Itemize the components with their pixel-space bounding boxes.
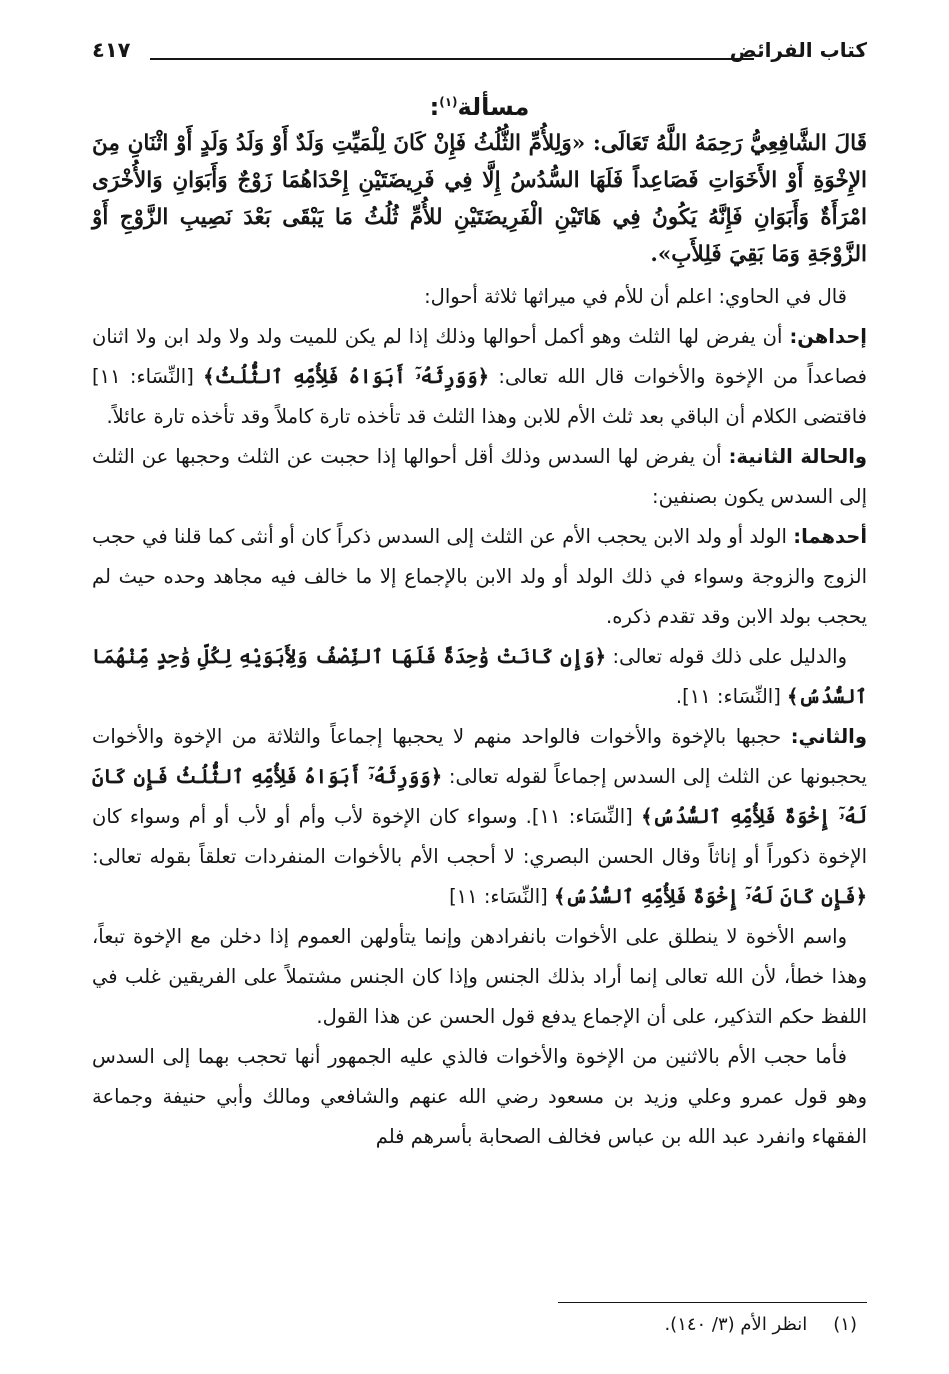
quran-verse: ﴿وَوَرِثَهُۥٓ أَبَوَاهُ فَلِأُمِّهِ ٱلثُّلُثُ﴾ bbox=[203, 365, 490, 388]
paragraph-text: حجبها بالإخوة والأخوات فالواحد منهم لا يحجبها إجماعاً والثلاثة من الإخوة والأخوات يحجبونها عن الثلث إلى السدس إجماعاً لقوله تعالى: bbox=[92, 725, 867, 788]
paragraph-lead: إحداهن: bbox=[789, 325, 867, 348]
page-number: ٤١٧ bbox=[92, 38, 131, 62]
paragraph-text: [النِّسَاء: ١١]. bbox=[675, 685, 788, 708]
paragraph-second-state bbox=[92, 437, 867, 517]
paragraph-first-type bbox=[92, 517, 867, 637]
paragraph-evidence bbox=[92, 637, 867, 717]
quran-verse: ﴿فَإِن كَانَ لَهُۥٓ إِخْوَةٌ فَلِأُمِّهِ ٱلسُّدُسُ﴾ bbox=[553, 885, 867, 908]
paragraph-second-type bbox=[92, 717, 867, 917]
footnote-text: انظر الأم (٣/ ١٤٠). bbox=[664, 1314, 808, 1335]
paragraph-text: [النِّسَاء: ١١]. وسواء كان الإخوة لأب وأم أو لأب أو أم وسواء كان الإخوة ذكوراً أو إناثاً وقال الحسن البصري: لا أحجب الأم بالأخوات المنفردات تعلقاً بقوله تعالى: bbox=[92, 805, 867, 868]
shafii-quote: قَالَ الشَّافِعِيُّ رَحِمَهُ اللَّهُ تَعَالَى: «وَلِلأُمِّ الثُّلُثُ فَإِنْ كَانَ لِلْمَيِّتِ وَلَدٌ أَوْ وَلَدُ وَلَدٍ أَوْ اثْنَانِ مِنَ الإِخْوَةِ أَوْ الأَخَوَاتِ فَصَاعِداً فَلَهَا السُّدُسُ إِلَّا فِي فَرِيضَتَيْنِ إِحْدَاهُمَا زَوْجٌ وَأَبَوَانِ وَالأُخْرَى امْرَأَةٌ وَأَبَوَانِ فَإِنَّهُ يَكُونُ فِي هَاتَيْنِ الْفَرِيضَتَيْنِ للأُمِّ ثُلُثُ مَا يَبْقَى بَعْدَ نَصِيبِ الزَّوْجِ أَوْ الزَّوْجَةِ وَمَا بَقِيَ فَلِلأَبِ». bbox=[92, 131, 867, 267]
paragraph-lead: أحدهما: bbox=[793, 525, 867, 548]
footnote bbox=[300, 1310, 857, 1340]
paragraph-text: [النِّسَاء: ١١] فاقتضى الكلام أن الباقي بعد ثلث الأم للابن وهذا الثلث قد تأخذه تارة كاملاً وقد تأخذه تارة عائلاً. bbox=[92, 365, 867, 428]
footnote-rule bbox=[558, 1302, 867, 1303]
footnote-number: (١) bbox=[833, 1314, 857, 1335]
page-body bbox=[92, 84, 867, 1157]
paragraph-refutation: واسم الأخوة لا ينطلق على الأخوات بانفرادهن وإنما يتأولهن العموم إذا دخلن مع الإخوة تبعاً، وهذا خطأ، لأن الله تعالى إنما أراد بذلك الجنس وإذا كان الجنس مشتملاً على الفريقين غلب في اللفظ حكم التذكير، على أن الإجماع يدفع قول الحسن عن هذا القول. bbox=[92, 925, 867, 1028]
paragraph-text: [النِّسَاء: ١١] bbox=[449, 885, 554, 908]
page-header bbox=[92, 30, 867, 70]
paragraph-lead: والثاني: bbox=[790, 725, 867, 748]
paragraph-text: والدليل على ذلك قوله تعالى: bbox=[606, 645, 847, 668]
issue-title-colon: : bbox=[429, 93, 440, 121]
issue-heading bbox=[92, 84, 867, 125]
paragraph-first-state bbox=[92, 317, 867, 437]
running-title: كتاب الفرائض bbox=[729, 38, 867, 62]
paragraph-text: أن يفرض لها الثلث وهو أكمل أحوالها وذلك إذا لم يكن للميت ولد ولا ولد ابن ولا اثنان فصاعداً من الإخوة والأخوات قال الله تعالى: bbox=[92, 325, 868, 388]
quran-verse: ﴿وَإِن كَانَتْ وَٰحِدَةً فَلَهَا ٱلنِّصْفُ وَلِأَبَوَيْهِ لِكُلِّ وَٰحِدٍ مِّنْهُمَا ٱلسُّدُسُ﴾ bbox=[92, 645, 867, 708]
paragraph-two-siblings: فأما حجب الأم بالاثنين من الإخوة والأخوات فالذي عليه الجمهور أنها تحجب بهما إلى السدس وهو قول عمرو وعلي وزيد بن مسعود رضي الله عنهم والشافعي ومالك وأبي حنيفة وجماعة الفقهاء وانفرد عبد الله بن عباس فخالف الصحابة بأسرهم فلم bbox=[92, 1045, 867, 1148]
paragraph-lead: والحالة الثانية: bbox=[728, 445, 867, 468]
paragraph-text: الولد أو ولد الابن يحجب الأم عن الثلث إلى السدس ذكراً كان أو أنثى كما قلنا في حجب الزوج والزوجة وسواء في ذلك الولد أو ولد الابن بالإجماع إلا ما خالف فيه مجاهد وحده حيث لم يحجب بولد الابن وقد تقدم ذكره. bbox=[92, 525, 867, 628]
quran-verse: ﴿وَوَرِثَهُۥٓ أَبَوَاهُ فَلِأُمِّهِ ٱلثُّلُثُ فَإِن كَانَ لَهُۥٓ إِخْوَةٌ فَلِأُمِّهِ ٱلسُّدُسُ﴾ bbox=[92, 765, 867, 828]
issue-title: مسألة bbox=[457, 93, 530, 121]
paragraph-intro: قال في الحاوي: اعلم أن للأم في ميراثها ثلاثة أحوال: bbox=[424, 285, 847, 308]
header-rule bbox=[150, 58, 754, 60]
footnote-mark: (١) bbox=[439, 95, 458, 109]
paragraph-text: أن يفرض لها السدس وذلك أقل أحوالها إذا حجبت عن الثلث وحجبها عن الثلث إلى السدس يكون بصنفين: bbox=[92, 445, 867, 508]
